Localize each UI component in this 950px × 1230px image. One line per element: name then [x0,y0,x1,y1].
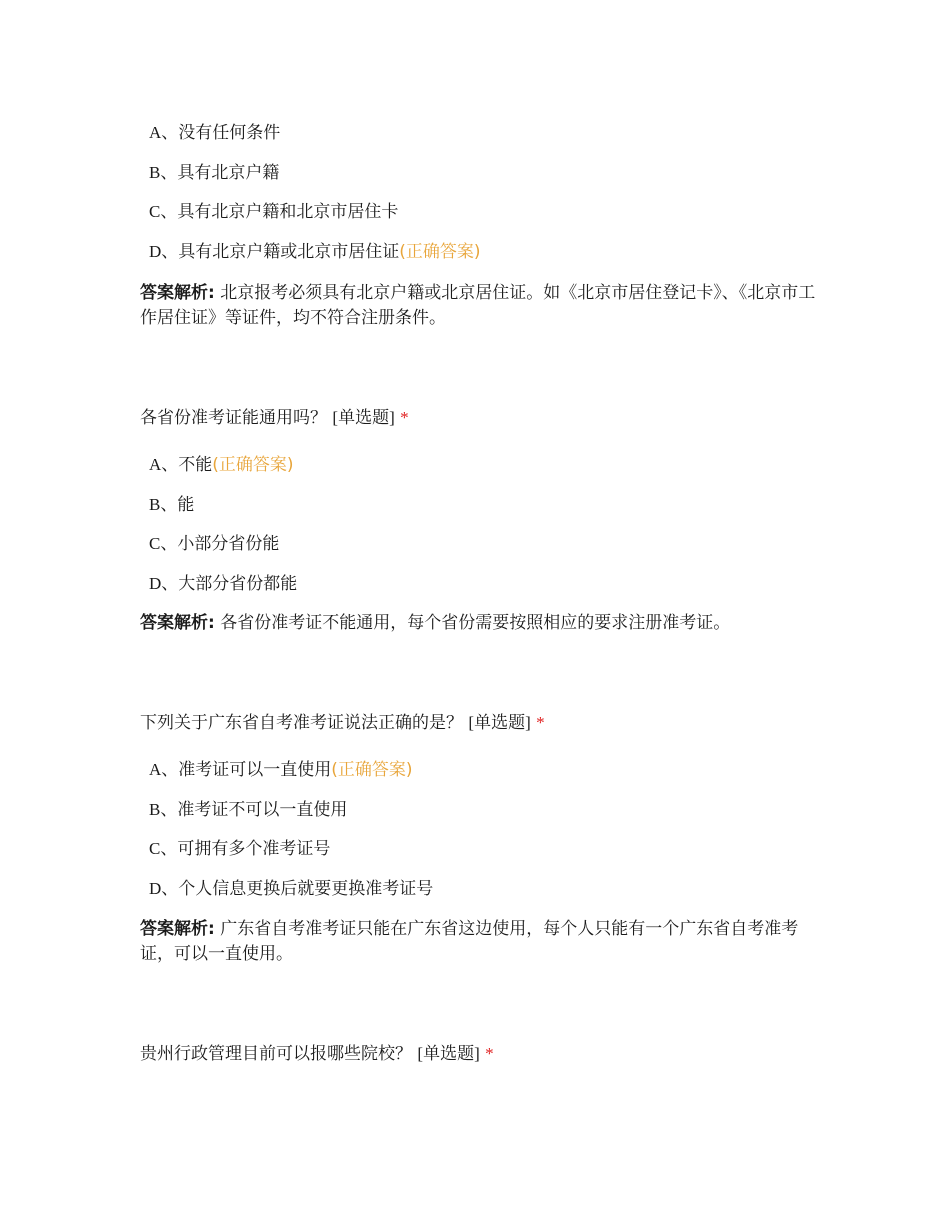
q1-option-c [149,200,398,224]
q1-analysis [140,281,820,331]
option-letter: C、 [149,839,178,858]
analysis-label: 答案解析: [140,919,215,939]
correct-answer-marker: (正确答案) [212,455,294,475]
question-type: [单选题] [417,1044,480,1063]
question-type: [单选题] [468,713,531,732]
required-marker: * [485,1044,494,1063]
option-text: 具有北京户籍 [177,163,280,183]
option-text: 小部分省份能 [177,534,280,554]
question-text: 各省份准考证能通用吗？ [140,408,327,428]
option-letter: B、 [149,163,178,182]
analysis-label: 答案解析: [140,283,215,303]
option-text: 大部分省份都能 [178,574,298,594]
option-text: 具有北京户籍和北京市居住卡 [177,202,399,222]
option-letter: A、 [149,760,179,779]
option-text: 准考证可以一直使用 [178,760,332,780]
correct-answer-marker: (正确答案) [399,242,481,262]
option-letter: C、 [149,534,178,553]
option-text: 不能 [178,455,213,475]
option-text: 没有任何条件 [178,123,281,143]
analysis-text: 北京报考必须具有北京户籍或北京居住证。如《北京市居住登记卡》、《北京市工作居住证》等证件，均不符合注册条件。 [140,283,816,328]
analysis-label: 答案解析: [140,613,215,633]
analysis-text: 各省份准考证不能通用，每个省份需要按照相应的要求注册准考证。 [220,613,731,633]
q1-option-a [149,121,280,145]
correct-answer-marker: (正确答案) [331,760,413,780]
q2-analysis [140,611,820,636]
option-letter: D、 [149,879,179,898]
option-letter: D、 [149,574,179,593]
option-text: 准考证不可以一直使用 [177,800,348,820]
q3-analysis [140,917,820,967]
option-text: 具有北京户籍或北京市居住证 [178,242,400,262]
q4-question [140,1042,494,1066]
option-letter: B、 [149,800,178,819]
q3-option-b [149,798,347,822]
q1-option-b [149,161,279,185]
required-marker: * [536,713,545,732]
q2-option-b [149,493,194,517]
analysis-text: 广东省自考准考证只能在广东省这边使用，每个人只能有一个广东省自考准考证，可以一直使用。 [140,919,799,964]
question-type: [单选题] [332,408,395,427]
option-letter: A、 [149,123,179,142]
q2-question [140,406,409,430]
q3-option-d [149,877,433,901]
question-text: 贵州行政管理目前可以报哪些院校？ [140,1044,412,1064]
option-letter: D、 [149,242,179,261]
q3-option-a [149,758,413,782]
option-text: 可拥有多个准考证号 [177,839,331,859]
option-letter: C、 [149,202,178,221]
q2-option-d [149,572,297,596]
question-text: 下列关于广东省自考准考证说法正确的是？ [140,713,463,733]
q2-option-a [149,453,294,477]
q2-option-c [149,532,279,556]
q3-option-c [149,837,330,861]
option-text: 个人信息更换后就要更换准考证号 [178,879,434,899]
option-letter: A、 [149,455,179,474]
q1-option-d [149,240,481,264]
q3-question [140,711,545,735]
option-letter: B、 [149,495,178,514]
option-text: 能 [177,495,195,515]
required-marker: * [400,408,409,427]
